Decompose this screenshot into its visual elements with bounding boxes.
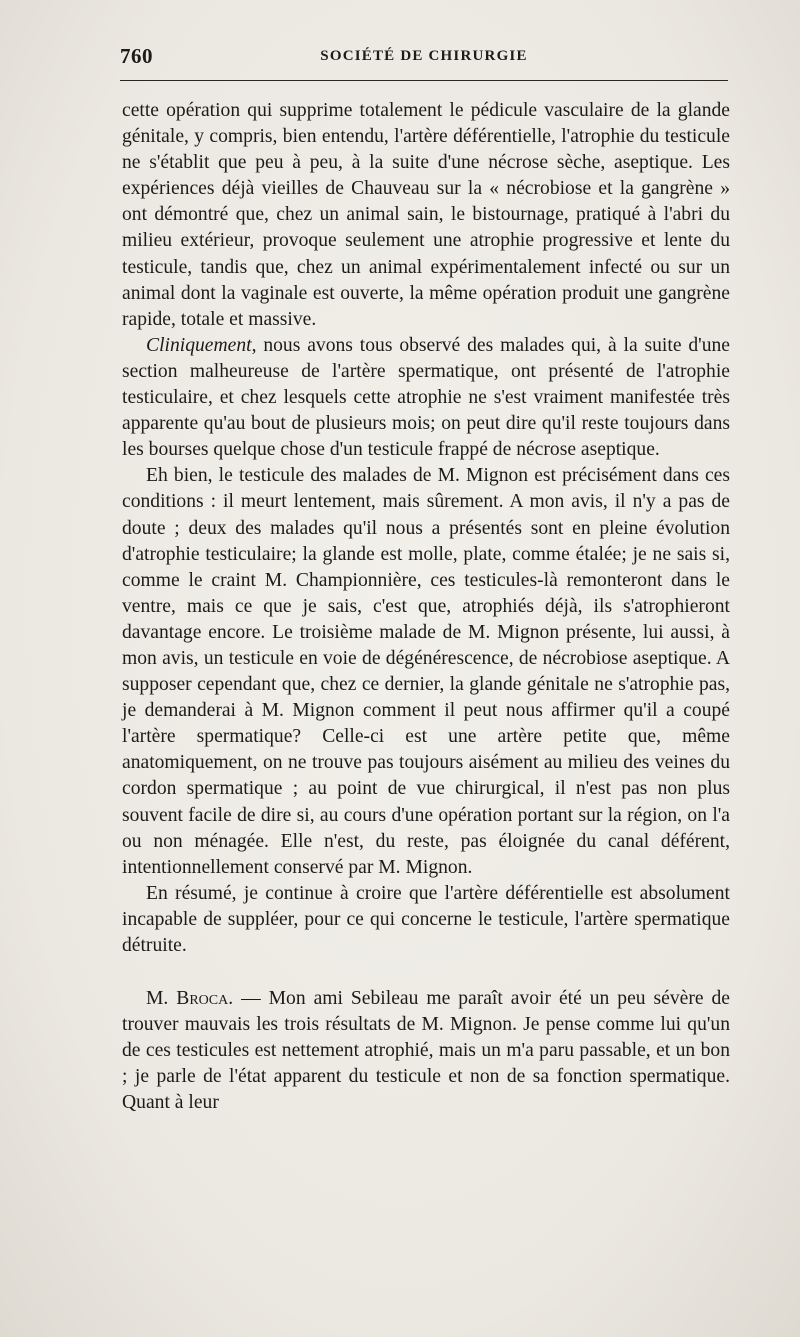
page-header [120, 44, 728, 70]
paragraph: Eh bien, le testicule des malades de M. Mignon est précisément dans ces conditions : il meurt lentement, mais sûrement. A mon avis, il n'y a pas de doute ; deux des malades qu'il nous a présentés sont en pleine évolution d'atrophie testiculaire; la glande est molle, plate, comme étalée; je ne sais si, comme le craint M. Championnière, ces testicules-là remonteront dans le ventre, mais ce que je sais, c'est que, atrophiés déjà, ils s'atrophieront davantage encore. Le troisième malade de M. Mignon présente, lui aussi, à mon avis, un testicule en voie de dégénérescence, de nécrobiose aseptique. A supposer cependant que, chez ce dernier, la glande génitale ne s'atrophie pas, je demanderai à M. Mignon comment il peut nous affirmer qu'il a coupé l'artère spermatique? Celle-ci est une artère petite que, même anatomiquement, on ne trouve pas toujours aisément au milieu des veines du cordon spermatique ; au point de vue chirurgical, il n'est pas non plus souvent facile de dire si, au cours d'une opération portant sur la région, on l'a ou non ménagée. Elle n'est, du reste, pas éloignée du canal déférent, intentionnellement conservé par M. Mignon. [122, 465, 730, 878]
body-text [122, 98, 730, 1117]
emphasis: Cliniquement [146, 334, 252, 356]
speaker-name: M. Broca. [146, 988, 234, 1010]
header-rule [120, 80, 728, 81]
paragraph-text: — Mon ami Sebileau me paraît avoir été un peu sévère de trouver mauvais les trois résultats de M. Mignon. Je pense comme lui qu'un de ces testicules est nettement atrophié, mais un m'a paru passable, et un bon ; je parle de l'état apparent du testicule et non de sa fonction spermatique. Quant à leur [122, 988, 730, 1114]
paragraph-text: , nous avons tous observé des malades qui, à la suite d'une section malheureuse de l'artère spermatique, ont présenté de l'atrophie testiculaire, et chez lesquels cette atrophie ne s'est vraiment manifestée très apparente qu'au bout de plusieurs mois; on peut dire qu'il reste toujours dans les bourses quelque chose d'un testicule frappé de nécrose aseptique. [122, 334, 730, 461]
paragraph: cette opération qui supprime totalement le pédicule vasculaire de la glande génitale, y compris, bien entendu, l'artère déférentielle, l'atrophie du testicule ne s'établit que peu à peu, à la suite d'une nécrose sèche, aseptique. Les expériences déjà vieilles de Chauveau sur la « nécrobiose et la gangrène » ont démontré que, chez un animal sain, le bistournage, pratiqué à l'abri du milieu extérieur, provoque seulement une atrophie progressive et lente du testicule, tandis que, chez un animal expérimentalement infecté ou sur un animal dont la vaginale est ouverte, la même opération produit une gangrène rapide, totale et massive. [122, 100, 730, 330]
paragraph [122, 333, 730, 463]
paragraph [122, 986, 730, 1116]
running-title: SOCIÉTÉ DE CHIRURGIE [320, 48, 528, 64]
paragraph: En résumé, je continue à croire que l'artère déférentielle est absolument incapable de suppléer, pour ce qui concerne le testicule, l'artère spermatique détruite. [122, 882, 730, 956]
page-number: 760 [120, 44, 153, 68]
